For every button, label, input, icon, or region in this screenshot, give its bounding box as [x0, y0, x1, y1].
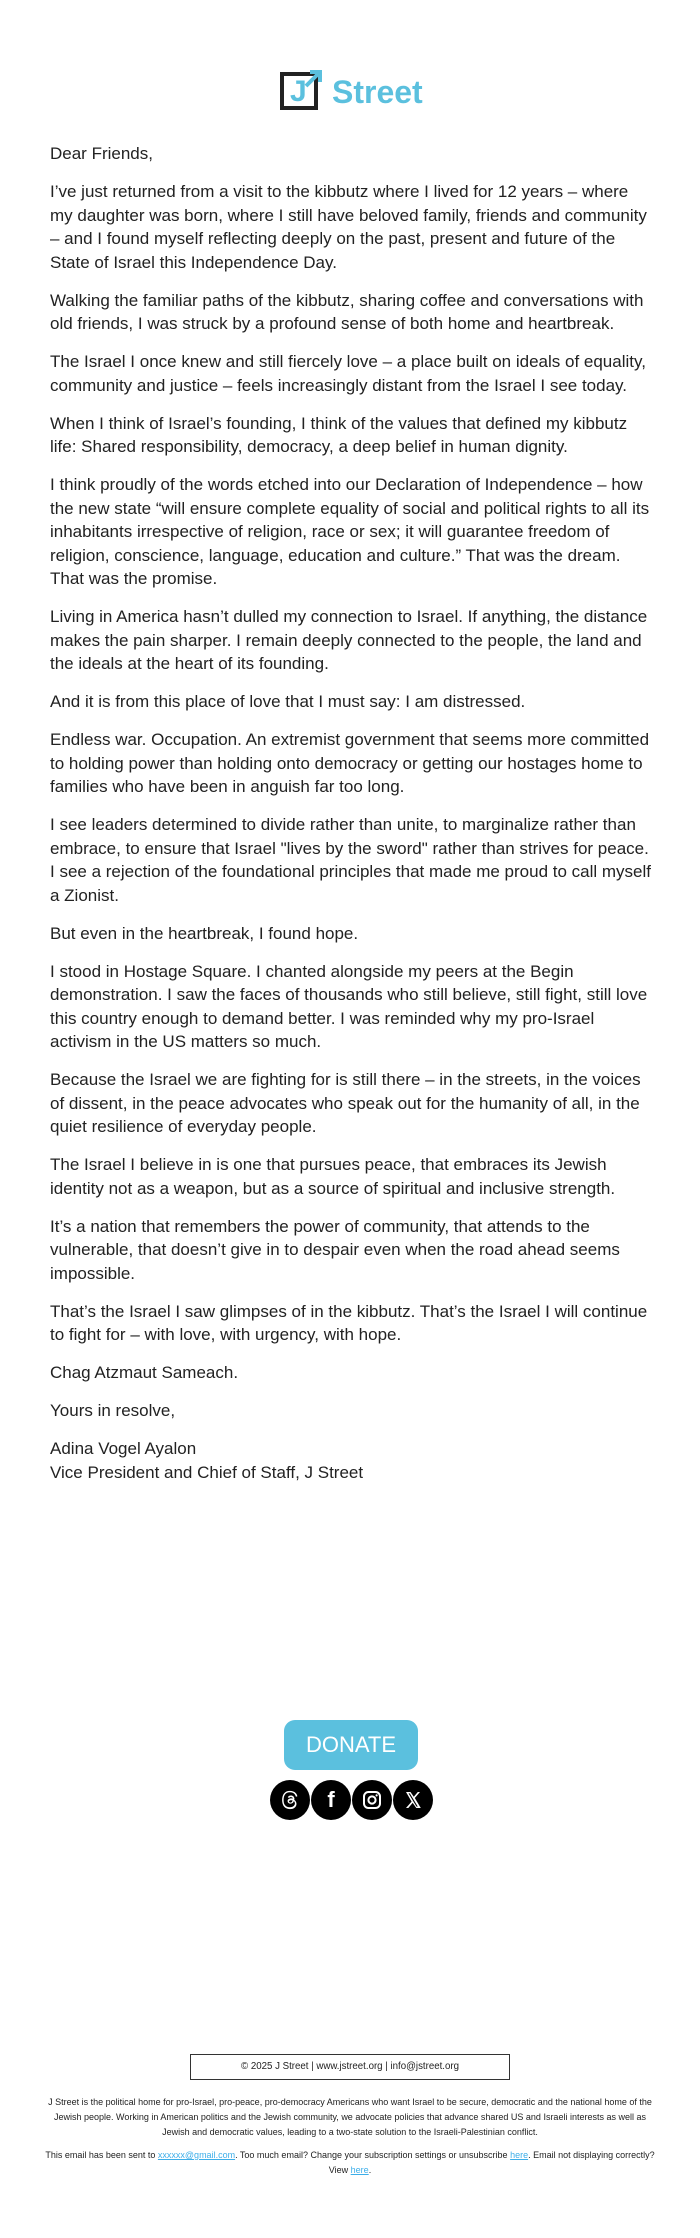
view-online-here-link[interactable]: here — [350, 2165, 369, 2175]
letter-paragraph: And it is from this place of love that I must say: I am distressed. — [50, 692, 526, 711]
facebook-icon[interactable] — [311, 1780, 351, 1820]
letter-paragraph: When I think of Israel’s founding, I think of the values that defined my kibbutz life: Shared responsibility, democracy, a deep belief in human dignity. — [50, 413, 628, 456]
footer-contact-line: © 2025 J Street | www.jstreet.org | info@jstreet.org — [190, 2054, 510, 2080]
notice-middle: . Too much email? Change your subscription settings or unsubscribe — [235, 2150, 508, 2160]
closing: Yours in resolve, — [50, 1401, 176, 1420]
letter-paragraph: Living in America hasn’t dulled my connection to Israel. If anything, the distance makes the pain sharper. I remain deeply connected to the people, the land and the ideals at the heart of its founding. — [50, 607, 648, 673]
signer-title: Vice President and Chief of Staff, J Street — [50, 1462, 364, 1482]
x-icon[interactable] — [393, 1780, 433, 1820]
letter-body — [50, 142, 655, 1499]
letter-paragraph: The Israel I once knew and still fiercely love – a place built on ideals of equality, community and justice – feels increasingly distant from the Israel I see today. — [50, 352, 646, 395]
greeting: Dear Friends, — [50, 144, 153, 163]
recipient-email-link[interactable]: xxxxxx@gmail.com — [157, 2150, 236, 2160]
letter-paragraph: Because the Israel we are fighting for is still there – in the streets, in the voices of dissent, in the peace advocates who speak out for the humanity of all, in the quiet resilience of everyday people. — [50, 1070, 641, 1136]
letter-paragraph: I think proudly of the words etched into our Declaration of Independence – how the new state “will ensure complete equality of social and political rights to all its inhabitants irrespective of religion, race or sex; it will guarantee freedom of religion, conscience, language, education and culture.” That was the dream. That was the promise. — [50, 475, 650, 588]
letter-paragraph: Endless war. Occupation. An extremist government that seems more committed to holding power than holding onto democracy or getting our hostages home to families who have been in anguish far too long. — [50, 730, 650, 796]
letter-paragraph: That’s the Israel I saw glimpses of in the kibbutz. That’s the Israel I will continue to fight for – with love, with urgency, with hope. — [50, 1301, 648, 1344]
letter-paragraph: I see leaders determined to divide rather than unite, to marginalize rather than embrace, to ensure that Israel "lives by the sword" rather than strives for peace. I see a rejection of the foundational principles that made me proud to call myself a Zionist. — [50, 815, 652, 905]
letter-paragraph: Walking the familiar paths of the kibbutz, sharing coffee and conversations with old friends, I was struck by a profound sense of both home and heartbreak. — [50, 290, 644, 333]
signer-name: Adina Vogel Ayalon — [50, 1439, 197, 1458]
logo-word-street: Street — [332, 74, 423, 110]
facebook-glyph: f — [327, 1787, 335, 1812]
social-links — [270, 1780, 432, 1822]
unsubscribe-here-link[interactable]: here — [510, 2150, 529, 2160]
notice-after-link: . Email not displaying correctly? View — [328, 2150, 655, 2175]
instagram-icon[interactable] — [352, 1780, 392, 1820]
footer-notice — [40, 2148, 660, 2178]
letter-paragraph: The Israel I believe in is one that pursues peace, that embraces its Jewish identity not as a weapon, but as a source of spiritual and inclusive strength. — [50, 1155, 616, 1198]
email-header — [0, 68, 700, 118]
letter-paragraph: But even in the heartbreak, I found hope. — [50, 923, 359, 943]
notice-prefix: This email has been sent to — [45, 2150, 156, 2160]
letter-paragraph: I’ve just returned from a visit to the kibbutz where I lived for 12 years – where my daughter was born, where I still have beloved family, friends and community – and I found myself reflecting deeply on the past, present and future of the State of Israel this Independence Day. — [50, 182, 647, 272]
notice-end: . — [368, 2165, 372, 2175]
footer-about-text: J Street is the political home for pro-Israel, pro-peace, pro-democracy Americans who want Israel to be secure, democratic and the national home of the Jewish people. Working in American politics and the Jewish community, we advocate policies that advance shared US and Israeli interests as well as Jewish and democratic values, leading to a two-state solution to the Israeli-Palestinian conflict. — [48, 2097, 652, 2137]
letter-paragraph: Chag Atzmaut Sameach. — [50, 1363, 239, 1382]
letter-paragraph: It’s a nation that remembers the power of community, that attends to the vulnerable, that doesn’t give in to despair even when the road ahead seems impossible. — [50, 1216, 620, 1283]
letter-paragraph: I stood in Hostage Square. I chanted alongside my peers at the Begin demonstration. I saw the faces of thousands who still believe, still fight, still love this country enough to demand better. I was reminded why my pro-Israel activism in the US matters so much. — [50, 961, 648, 1051]
logo-arrow-icon — [302, 68, 324, 90]
donate-button[interactable]: DONATE — [284, 1720, 418, 1770]
signature-block — [50, 1437, 655, 1484]
j-street-logo[interactable] — [276, 68, 431, 116]
logo-letter-j: J — [290, 75, 307, 108]
threads-icon[interactable] — [270, 1780, 310, 1820]
